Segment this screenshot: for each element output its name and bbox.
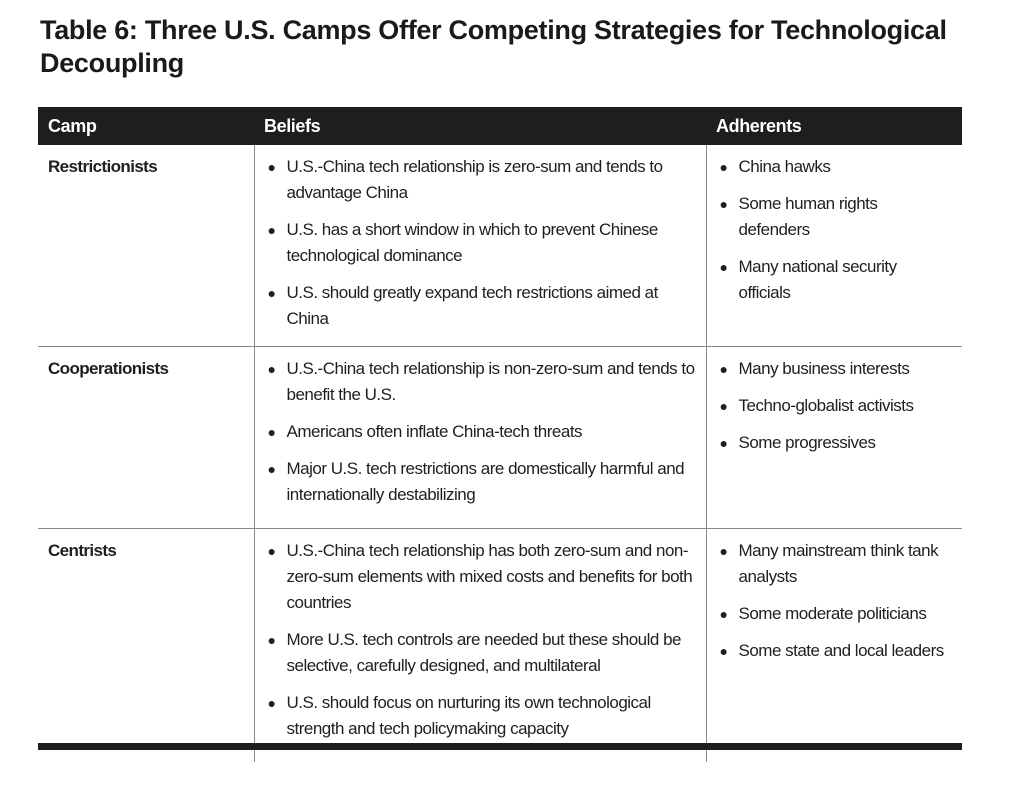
adherents-list [717, 538, 953, 664]
bullet-icon: ● [719, 435, 728, 451]
camp-cell [38, 529, 254, 763]
camps-table [38, 107, 962, 762]
list-item [717, 638, 953, 664]
list-item [717, 154, 953, 180]
bullet-icon: ● [719, 606, 728, 622]
list-item [717, 254, 953, 306]
belief-text: U.S.-China tech relationship is zero-sum and tends to advantage China [286, 157, 663, 202]
adherent-text: Some progressives [738, 433, 876, 452]
adherent-text: Techno-globalist activists [738, 396, 914, 415]
adherent-text: Many business interests [738, 359, 910, 378]
column-header-adherents: Adherents [706, 107, 962, 145]
adherent-text: Some human rights defenders [738, 194, 878, 239]
bullet-icon: ● [267, 424, 276, 440]
beliefs-cell [254, 529, 706, 763]
table-row [38, 529, 962, 763]
camp-name: Restrictionists [48, 157, 158, 176]
list-item [717, 538, 953, 590]
adherent-text: Many mainstream think tank analysts [738, 541, 939, 586]
list-item [265, 154, 696, 206]
bullet-icon: ● [267, 461, 276, 477]
belief-text: U.S. should greatly expand tech restrictions aimed at China [286, 283, 658, 328]
list-item [265, 456, 696, 508]
bullet-icon: ● [267, 285, 276, 301]
adherent-text: Some moderate politicians [738, 604, 927, 623]
table-row [38, 347, 962, 529]
bullet-icon: ● [719, 159, 728, 175]
list-item [265, 356, 696, 408]
adherent-text: Many national security officials [738, 257, 897, 302]
adherents-list [717, 154, 953, 306]
bullet-icon: ● [267, 222, 276, 238]
camp-cell [38, 145, 254, 347]
adherents-cell [706, 529, 962, 763]
list-item [265, 419, 696, 445]
list-item [717, 356, 953, 382]
list-item [265, 280, 696, 332]
bullet-icon: ● [719, 361, 728, 377]
beliefs-cell [254, 145, 706, 347]
bullet-icon: ● [267, 159, 276, 175]
bullet-icon: ● [267, 695, 276, 711]
beliefs-list [265, 154, 696, 332]
belief-text: U.S. should focus on nurturing its own technological strength and tech policymaking capacity [286, 693, 651, 738]
list-item [265, 627, 696, 679]
beliefs-cell [254, 347, 706, 529]
belief-text: Americans often inflate China-tech threats [286, 422, 583, 441]
adherent-text: Some state and local leaders [738, 641, 944, 660]
adherents-cell [706, 347, 962, 529]
adherents-cell [706, 145, 962, 347]
list-item [717, 393, 953, 419]
column-header-camp: Camp [38, 107, 254, 145]
camp-name: Cooperationists [48, 359, 169, 378]
bullet-icon: ● [267, 361, 276, 377]
bullet-icon: ● [719, 196, 728, 212]
list-item [265, 538, 696, 616]
beliefs-list [265, 356, 696, 508]
bullet-icon: ● [719, 259, 728, 275]
bullet-icon: ● [719, 643, 728, 659]
camp-name: Centrists [48, 541, 117, 560]
belief-text: U.S.-China tech relationship has both zero-sum and non-zero-sum elements with mixed costs and benefits for both countries [286, 541, 693, 612]
adherents-list [717, 356, 953, 456]
list-item [717, 430, 953, 456]
column-header-beliefs: Beliefs [254, 107, 706, 145]
belief-text: More U.S. tech controls are needed but these should be selective, carefully designed, and multilateral [286, 630, 681, 675]
table-title: Table 6: Three U.S. Camps Offer Competing Strategies for Technological Decoupling [40, 15, 947, 78]
list-item [717, 191, 953, 243]
bullet-icon: ● [267, 632, 276, 648]
beliefs-list [265, 538, 696, 742]
camp-cell [38, 347, 254, 529]
belief-text: U.S. has a short window in which to prevent Chinese technological dominance [286, 220, 658, 265]
adherent-text: China hawks [738, 157, 831, 176]
bullet-icon: ● [719, 543, 728, 559]
bullet-icon: ● [267, 543, 276, 559]
header-row [38, 107, 962, 145]
table-row [38, 145, 962, 347]
bottom-rule [38, 743, 962, 750]
belief-text: Major U.S. tech restrictions are domestically harmful and internationally destabilizing [286, 459, 685, 504]
list-item [717, 601, 953, 627]
list-item [265, 690, 696, 742]
list-item [265, 217, 696, 269]
bullet-icon: ● [719, 398, 728, 414]
belief-text: U.S.-China tech relationship is non-zero-sum and tends to benefit the U.S. [286, 359, 695, 404]
